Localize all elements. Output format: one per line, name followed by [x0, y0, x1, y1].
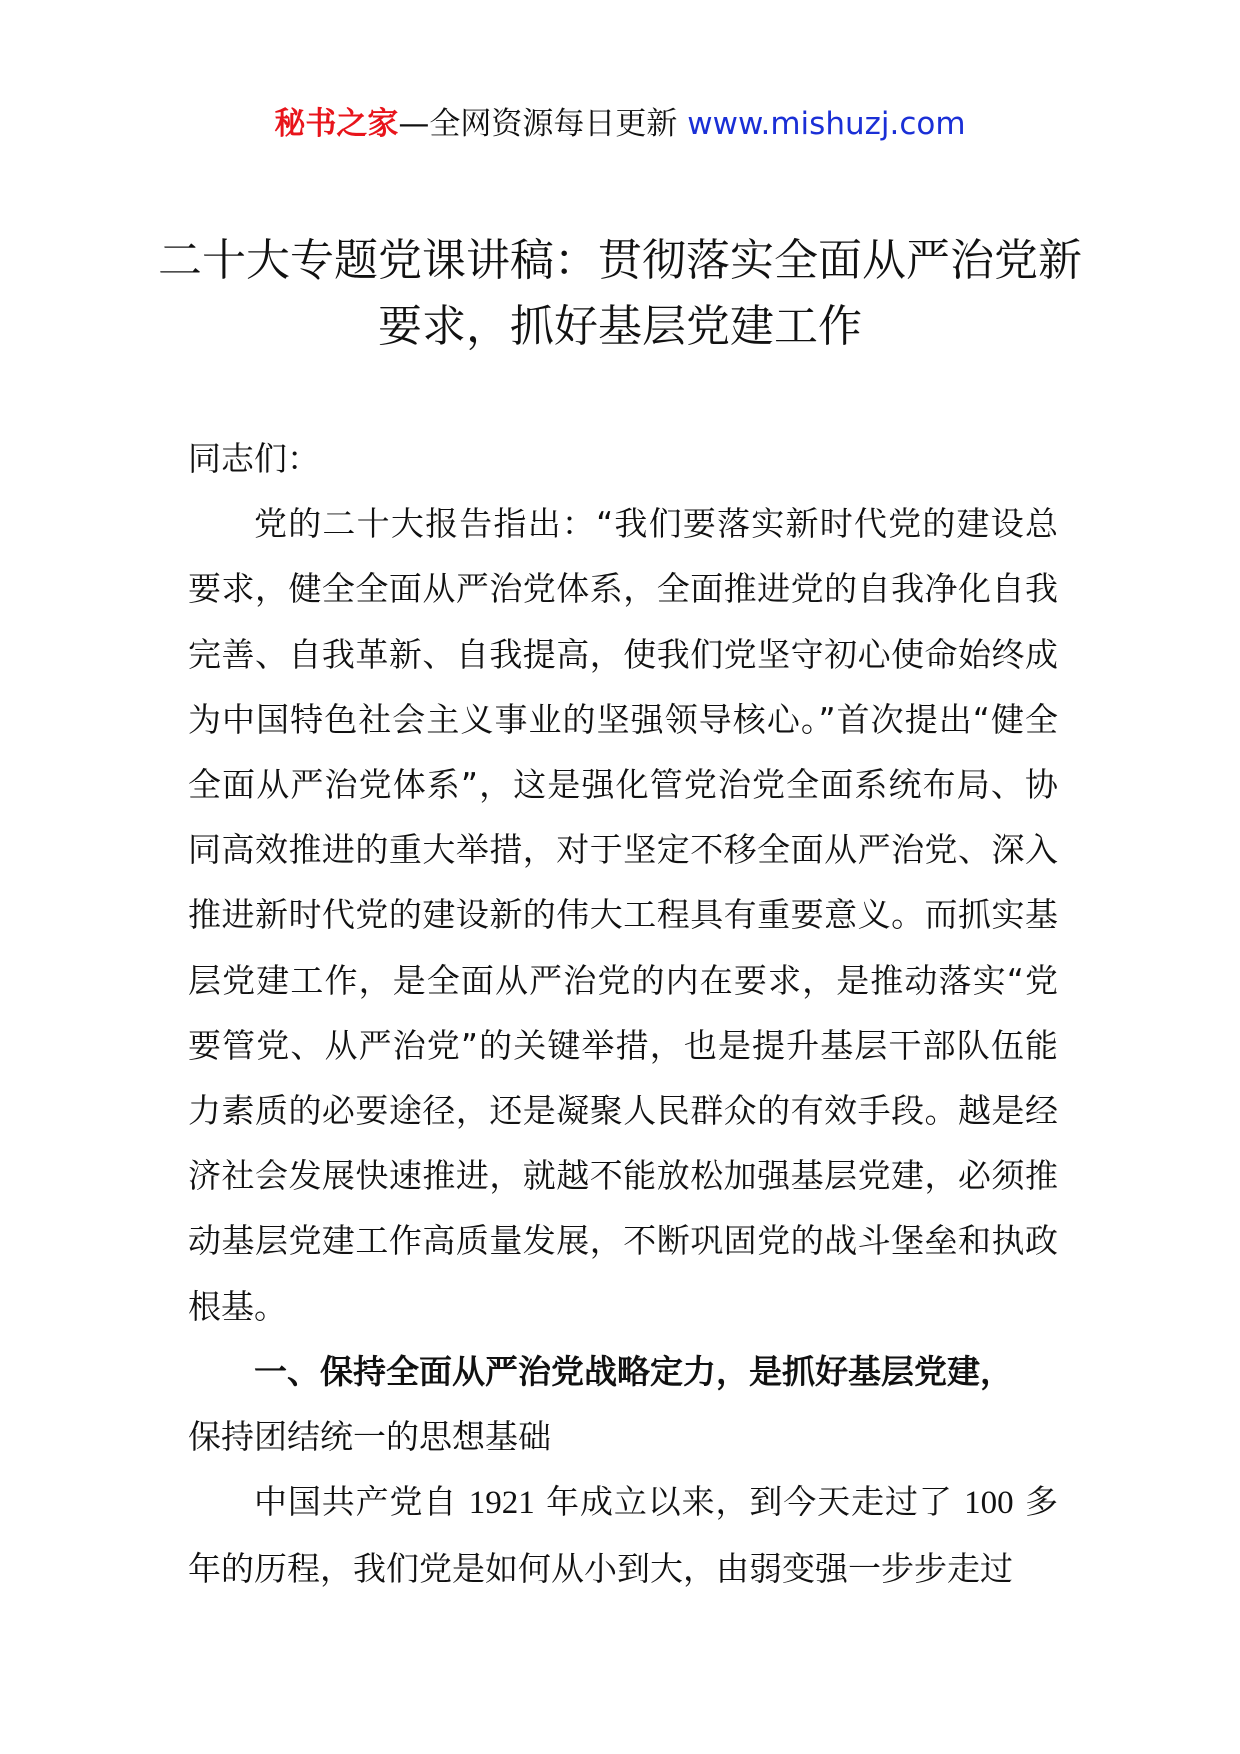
paragraph-intro: 党的二十大报告指出：“我们要落实新时代党的建设总要求，健全全面从严治党体系，全面推进党的自我净化自我完善、自我革新、自我提高，使我们党坚守初心使命始终成为中国特色社会主义事业的坚强领导核心。”首次提出“健全全面从严治党体系”，这是强化管党治党全面系统布局、协同高效推进的重大举措，对于坚定不移全面从严治党、深入推进新时代党的建设新的伟大工程具有重要意义。而抓实基层党建工作，是全面从严治党的内在要求，是推动落实“党要管党、从严治党”的关键举措，也是提升基层干部队伍能力素质的必要途径，还是凝聚人民群众的有效手段。越是经济社会发展快速推进，就越不能放松加强基层党建，必须推动基层党建工作高质量发展，不断巩固党的战斗堡垒和执政根基。 — [188, 504, 1058, 1326]
section-heading-1-rest: 保持团结统一的思想基础 — [188, 1417, 551, 1457]
section-heading-1 — [188, 1339, 1058, 1469]
paragraph-history — [188, 1469, 1058, 1601]
paragraph-history-year: 1921 — [468, 1485, 535, 1522]
paragraph-history-part1: 中国共产党自 — [254, 1482, 469, 1522]
document-title: 二十大专题党课讲稿：贯彻落实全面从严治党新要求，抓好基层党建工作 — [158, 235, 1082, 352]
paragraph-history-part2: 年成立以来，到今天走过了 — [534, 1482, 965, 1522]
site-tagline: —全网资源每日更新 — [398, 106, 688, 142]
site-banner — [0, 104, 1240, 144]
site-url-link[interactable]: www.mishuzj.com — [687, 106, 966, 142]
document-body — [188, 426, 1058, 1602]
paragraph-history-number: 100 — [964, 1485, 1014, 1522]
site-brand: 秘书之家 — [274, 106, 399, 142]
salutation: 同志们： — [188, 439, 320, 478]
section-heading-1-bold: 一、保持全面从严治党战略定力，是抓好基层党建， — [254, 1351, 1013, 1391]
paragraph-history-part3: 多年的历程，我们党是如何从小到大，由弱变强一步步走过 — [188, 1482, 1058, 1589]
